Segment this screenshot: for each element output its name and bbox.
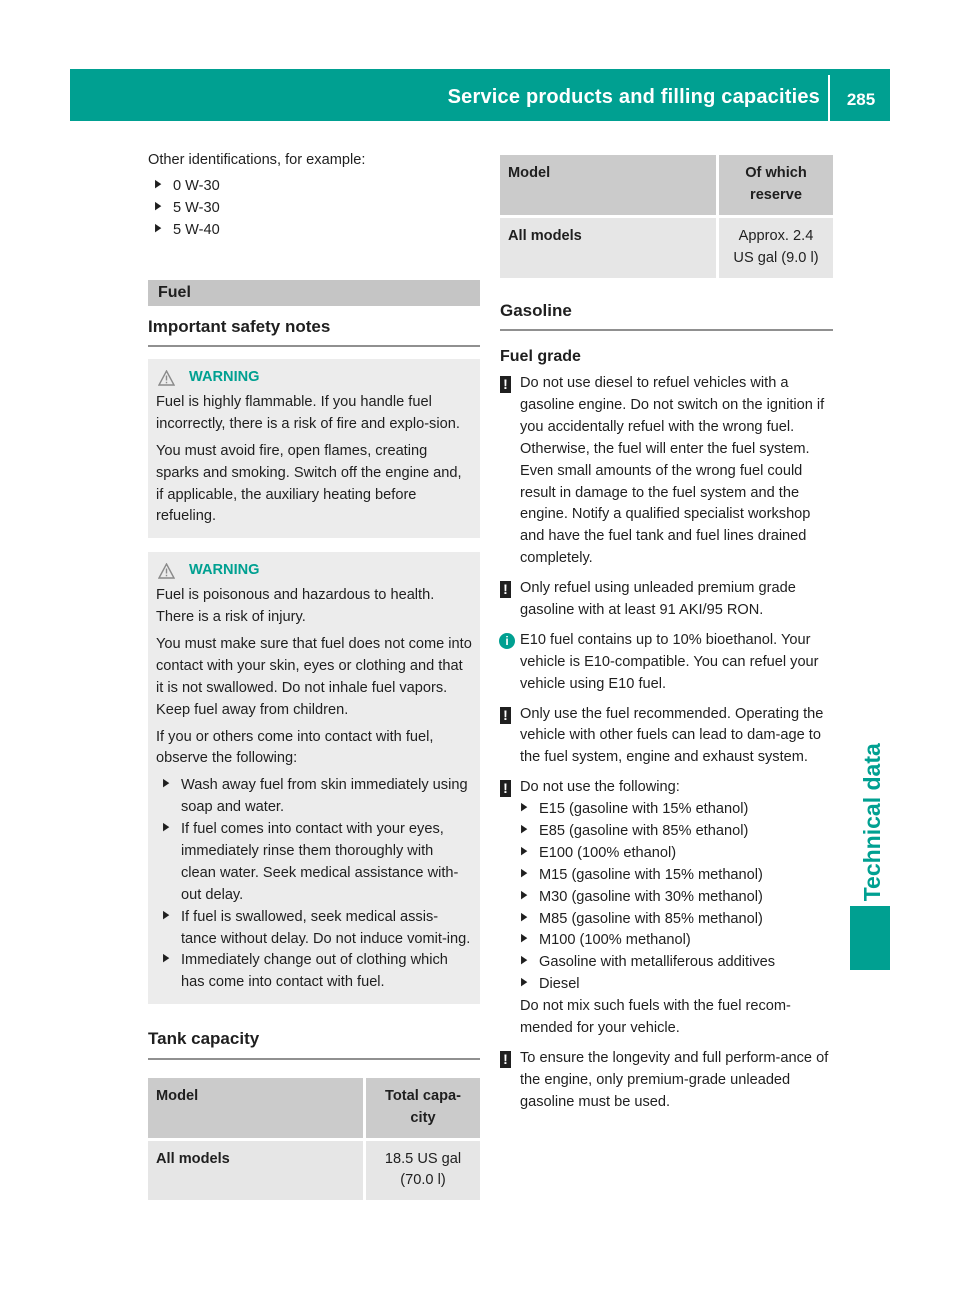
intro-text: Other identifications, for example:: [148, 152, 366, 168]
table-cell: 18.5 US gal (70.0 l): [365, 1139, 481, 1200]
table-header-cell: Total capa-city: [365, 1078, 481, 1139]
list-item: ▶ Diesel: [514, 974, 833, 996]
list-item: ▶ If fuel is swallowed, seek medical assis-tance without delay. Do not induce vomit-ing.: [156, 907, 472, 951]
safety-heading: Important safety notes: [148, 314, 480, 348]
list-item: ▶ M85 (gasoline with 85% methanol): [514, 909, 833, 931]
note-text: Only use the fuel recommended. Operating the vehicle with other fuels can lead to dam-age to the fuel system, engine and exhaust system.: [520, 705, 824, 766]
reserve-table: [500, 155, 833, 278]
list-item: ▶ 0 W-30: [148, 176, 480, 198]
header-divider: [828, 75, 830, 121]
note-text: Do not use the following:: [520, 779, 680, 796]
note-text: Do not mix such fuels with the fuel recom-mended for your vehicle.: [520, 998, 791, 1036]
note-text: E10 fuel contains up to 10% bioethanol. Your vehicle is E10-compatible. You can refuel your vehicle using E10 fuel.: [520, 631, 819, 692]
header-title: Service products and filling capacities: [447, 86, 820, 108]
tank-capacity-table: [148, 1078, 480, 1201]
warning-bullet-list: [156, 775, 472, 994]
fuel-grade-heading: Fuel grade: [500, 348, 581, 366]
caution-note: [500, 704, 833, 770]
list-item: ▶ Immediately change out of clothing which has come into contact with fuel.: [156, 950, 472, 994]
oil-grade-list: [148, 176, 480, 242]
exclamation-icon: !: [500, 376, 511, 393]
note-text: Do not use diesel to refuel vehicles with a gasoline engine. Do not switch on the ignition if you accidentally refuel with the wrong fuel. Otherwise, the fuel will enter the fuel system. Even small amounts of the wrong fuel could result in damage to the fuel system and the engine. Notify a qualified specialist workshop and have the fuel tank and fuel lines drained completely.: [520, 375, 825, 567]
info-note: [500, 630, 833, 696]
page-number: 285: [846, 90, 876, 109]
warning-triangle-icon: [158, 370, 175, 386]
list-item: ▶ E15 (gasoline with 15% ethanol): [514, 799, 833, 821]
exclamation-icon: !: [500, 581, 511, 598]
exclamation-icon: !: [500, 1051, 511, 1068]
warning-text: If you or others come into contact with fuel, observe the following:: [156, 728, 434, 767]
caution-note: [500, 578, 833, 622]
table-row: [148, 1139, 480, 1200]
gasoline-heading: Gasoline: [500, 298, 833, 332]
info-icon: i: [499, 633, 515, 649]
tank-capacity-heading: Tank capacity: [148, 1026, 480, 1060]
side-tab-label: Technical data: [858, 743, 885, 902]
caution-note: [500, 1048, 833, 1114]
warning-text: You must make sure that fuel does not come into contact with your skin, eyes or clothing and that it is not swallowed. Do not inhale fuel vapors. Keep fuel away from children.: [156, 635, 472, 718]
table-cell: All models: [148, 1139, 365, 1200]
table-header-cell: Model: [500, 155, 718, 216]
exclamation-icon: !: [500, 707, 511, 724]
list-item: ▶ M15 (gasoline with 15% methanol): [514, 865, 833, 887]
right-column: [500, 155, 833, 1122]
table-header-cell: Model: [148, 1078, 365, 1139]
table-header-row: [148, 1078, 480, 1139]
table-header-row: [500, 155, 833, 216]
forbidden-fuels-list: [514, 799, 833, 996]
list-item: ▶ Wash away fuel from skin immediately using soap and water.: [156, 775, 472, 819]
warning-box: [148, 552, 480, 1004]
list-item: ▶ 5 W-40: [148, 220, 480, 242]
table-cell: Approx. 2.4 US gal (9.0 l): [718, 216, 834, 277]
table-header-cell: Of which reserve: [718, 155, 834, 216]
table-cell: All models: [500, 216, 718, 277]
list-item: ▶ E100 (100% ethanol): [514, 843, 833, 865]
exclamation-icon: !: [500, 780, 511, 797]
warning-box: [148, 359, 480, 538]
caution-note: [500, 373, 833, 570]
side-tab-marker: [850, 906, 890, 970]
page-header: [70, 69, 890, 121]
warning-text: You must avoid fire, open flames, creating sparks and smoking. Switch off the engine and, if applicable, the auxiliary heating before refueling.: [156, 442, 462, 525]
list-item: ▶ M100 (100% methanol): [514, 930, 833, 952]
list-item: ▶ M30 (gasoline with 30% methanol): [514, 887, 833, 909]
section-title-fuel: Fuel: [148, 280, 480, 306]
warning-text: Fuel is poisonous and hazardous to health. There is a risk of injury.: [156, 587, 435, 626]
left-column: [148, 150, 480, 1200]
warning-text: Fuel is highly flammable. If you handle fuel incorrectly, there is a risk of fire and explo-sion.: [156, 393, 460, 432]
caution-note: [500, 777, 833, 1040]
list-item: ▶ 5 W-30: [148, 198, 480, 220]
table-row: [500, 216, 833, 277]
warning-title: WARNING: [189, 369, 260, 386]
list-item: ▶ E85 (gasoline with 85% ethanol): [514, 821, 833, 843]
note-text: Only refuel using unleaded premium grade gasoline with at least 91 AKI/95 RON.: [520, 580, 796, 618]
note-text: To ensure the longevity and full perform-ance of the engine, only premium-grade unleaded gasoline must be used.: [520, 1049, 829, 1110]
list-item: ▶ Gasoline with metalliferous additives: [514, 952, 833, 974]
list-item: ▶ If fuel comes into contact with your eyes, immediately rinse them thoroughly with clean water. Seek medical assistance with-out delay.: [156, 819, 472, 907]
warning-triangle-icon: [158, 563, 175, 579]
warning-title: WARNING: [189, 562, 260, 579]
